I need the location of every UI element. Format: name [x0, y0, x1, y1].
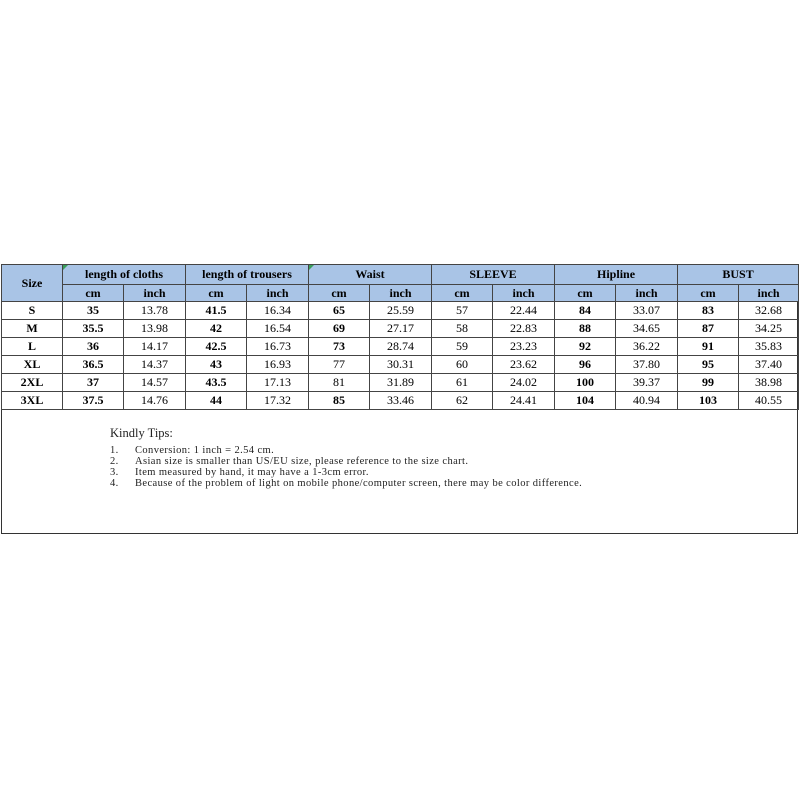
cell-hip-in: 40.94	[616, 392, 678, 410]
header-size: Size	[2, 265, 63, 302]
cell-waist-cm: 85	[309, 392, 370, 410]
cell-cloths-in: 14.76	[124, 392, 186, 410]
unit-header-inch: inch	[493, 285, 555, 302]
cell-waist-in: 25.59	[370, 302, 432, 320]
tip-text: Item measured by hand, it may have a 1-3cm error.	[135, 467, 369, 478]
cell-trousers-in: 16.54	[247, 320, 309, 338]
tip-text: Because of the problem of light on mobile phone/computer screen, there may be color difference.	[135, 478, 583, 489]
cell-trousers-in: 16.34	[247, 302, 309, 320]
cell-sleeve-in: 24.02	[493, 374, 555, 392]
tip-number: 3.	[110, 467, 119, 478]
cell-waist-in: 33.46	[370, 392, 432, 410]
tip-text: Conversion: 1 inch = 2.54 cm.	[135, 445, 275, 456]
cell-trousers-cm: 41.5	[186, 302, 247, 320]
unit-header-cm: cm	[678, 285, 739, 302]
kindly-tips	[110, 428, 710, 489]
size-rows	[2, 302, 799, 410]
unit-header-cm: cm	[309, 285, 370, 302]
cell-trousers-cm: 42	[186, 320, 247, 338]
cell-hip-cm: 92	[555, 338, 616, 356]
cell-trousers-cm: 42.5	[186, 338, 247, 356]
cell-hip-in: 33.07	[616, 302, 678, 320]
cell-hip-in: 39.37	[616, 374, 678, 392]
cell-bust-in: 35.83	[739, 338, 799, 356]
cell-hip-cm: 100	[555, 374, 616, 392]
cell-sleeve-cm: 60	[432, 356, 493, 374]
unit-header-inch: inch	[124, 285, 186, 302]
unit-header-inch: inch	[370, 285, 432, 302]
size-label: 2XL	[2, 374, 63, 392]
cell-bust-in: 38.98	[739, 374, 799, 392]
table-row	[2, 320, 799, 338]
cell-trousers-in: 16.93	[247, 356, 309, 374]
tips-list	[110, 445, 710, 489]
cell-bust-cm: 103	[678, 392, 739, 410]
cell-cloths-in: 13.98	[124, 320, 186, 338]
tip-item	[110, 467, 710, 478]
size-chart-table	[1, 264, 799, 410]
cell-waist-in: 31.89	[370, 374, 432, 392]
cell-sleeve-cm: 61	[432, 374, 493, 392]
cell-cloths-cm: 37.5	[63, 392, 124, 410]
table-row	[2, 374, 799, 392]
cell-sleeve-cm: 59	[432, 338, 493, 356]
cell-bust-in: 40.55	[739, 392, 799, 410]
cell-hip-in: 34.65	[616, 320, 678, 338]
table-row	[2, 356, 799, 374]
cell-bust-in: 34.25	[739, 320, 799, 338]
cell-sleeve-in: 24.41	[493, 392, 555, 410]
cell-trousers-cm: 43	[186, 356, 247, 374]
size-label: XL	[2, 356, 63, 374]
unit-header-inch: inch	[616, 285, 678, 302]
unit-header-inch: inch	[739, 285, 799, 302]
unit-header-row	[2, 285, 799, 302]
cell-cloths-cm: 37	[63, 374, 124, 392]
cell-hip-cm: 88	[555, 320, 616, 338]
cell-waist-cm: 77	[309, 356, 370, 374]
tip-number: 2.	[110, 456, 119, 467]
cell-waist-in: 28.74	[370, 338, 432, 356]
tip-item	[110, 456, 710, 467]
tip-text: Asian size is smaller than US/EU size, please reference to the size chart.	[135, 456, 469, 467]
cell-waist-cm: 69	[309, 320, 370, 338]
unit-header-cm: cm	[555, 285, 616, 302]
cell-trousers-in: 16.73	[247, 338, 309, 356]
cell-sleeve-in: 23.62	[493, 356, 555, 374]
cell-sleeve-in: 22.83	[493, 320, 555, 338]
cell-sleeve-cm: 57	[432, 302, 493, 320]
cell-trousers-in: 17.32	[247, 392, 309, 410]
cell-bust-cm: 95	[678, 356, 739, 374]
cell-cloths-in: 13.78	[124, 302, 186, 320]
header-bust: BUST	[678, 265, 799, 285]
header-length-of-trousers: length of trousers	[186, 265, 309, 285]
cell-trousers-cm: 43.5	[186, 374, 247, 392]
tip-item	[110, 478, 710, 489]
cell-waist-in: 27.17	[370, 320, 432, 338]
header-sleeve: SLEEVE	[432, 265, 555, 285]
unit-header-cm: cm	[63, 285, 124, 302]
tip-item	[110, 445, 710, 456]
cell-waist-in: 30.31	[370, 356, 432, 374]
header-length-of-cloths: length of cloths	[63, 265, 186, 285]
size-label: M	[2, 320, 63, 338]
table-row	[2, 338, 799, 356]
cell-sleeve-cm: 58	[432, 320, 493, 338]
unit-header-inch: inch	[247, 285, 309, 302]
cell-sleeve-cm: 62	[432, 392, 493, 410]
cell-hip-cm: 104	[555, 392, 616, 410]
cell-trousers-cm: 44	[186, 392, 247, 410]
cell-cloths-cm: 35	[63, 302, 124, 320]
cell-bust-cm: 87	[678, 320, 739, 338]
cell-bust-cm: 91	[678, 338, 739, 356]
cell-bust-cm: 99	[678, 374, 739, 392]
cell-cloths-in: 14.17	[124, 338, 186, 356]
header-waist: Waist	[309, 265, 432, 285]
cell-cloths-cm: 35.5	[63, 320, 124, 338]
cell-hip-cm: 84	[555, 302, 616, 320]
size-label: S	[2, 302, 63, 320]
unit-header-cm: cm	[432, 285, 493, 302]
size-label: L	[2, 338, 63, 356]
cell-hip-in: 36.22	[616, 338, 678, 356]
cell-trousers-in: 17.13	[247, 374, 309, 392]
tips-title: Kindly Tips:	[110, 426, 173, 440]
cell-cloths-in: 14.57	[124, 374, 186, 392]
cell-waist-cm: 81	[309, 374, 370, 392]
cell-bust-in: 32.68	[739, 302, 799, 320]
cell-cloths-in: 14.37	[124, 356, 186, 374]
cell-waist-cm: 73	[309, 338, 370, 356]
cell-hip-cm: 96	[555, 356, 616, 374]
cell-bust-in: 37.40	[739, 356, 799, 374]
cell-sleeve-in: 23.23	[493, 338, 555, 356]
table-row	[2, 392, 799, 410]
tip-number: 1.	[110, 445, 119, 456]
cell-bust-cm: 83	[678, 302, 739, 320]
tip-number: 4.	[110, 478, 119, 489]
cell-cloths-cm: 36	[63, 338, 124, 356]
header-hipline: Hipline	[555, 265, 678, 285]
cell-sleeve-in: 22.44	[493, 302, 555, 320]
size-label: 3XL	[2, 392, 63, 410]
cell-hip-in: 37.80	[616, 356, 678, 374]
unit-header-cm: cm	[186, 285, 247, 302]
cell-waist-cm: 65	[309, 302, 370, 320]
table-row	[2, 302, 799, 320]
cell-cloths-cm: 36.5	[63, 356, 124, 374]
